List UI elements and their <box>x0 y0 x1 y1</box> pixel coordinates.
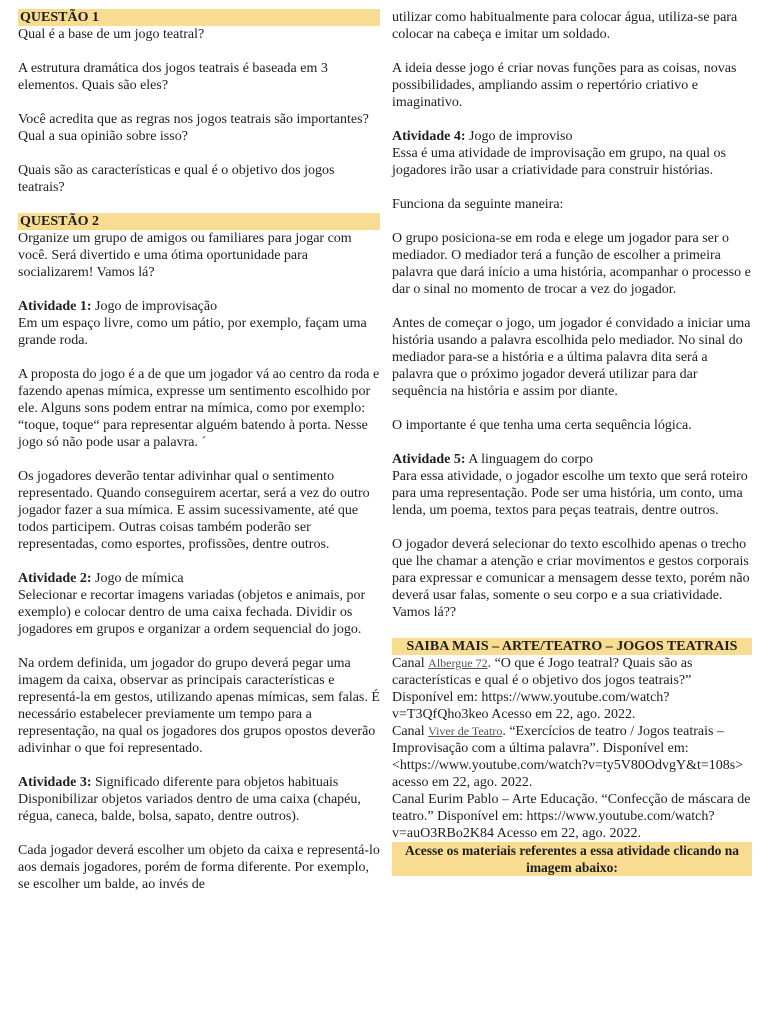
activity-3-p2-continued: utilizar como habitualmente para colocar água, utiliza-se para colocar na cabeça e imitar um soldado. <box>392 10 738 42</box>
activity-2-title <box>18 570 380 587</box>
activity-5-name: A linguagem do corpo <box>465 452 594 467</box>
reference-3: Canal Eurim Pablo – Arte Educação. “Confecção de máscara de teatro.” Disponível em: https://www.youtube.com/watch?v=auO3RBo2K84 Acesso em 22, ago. 2022. <box>392 792 751 841</box>
activity-3-p1: Disponibilizar objetos variados dentro de uma caixa (chapéu, régua, caneca, balde, bolsa, sapato, dentre outros). <box>18 792 361 824</box>
right-column <box>392 9 752 876</box>
activity-4-title <box>392 128 752 145</box>
activity-5-p1: Para essa atividade, o jogador escolhe um texto que será roteiro para uma representação. Pode ser uma história, um conto, uma lenda, um poema, textos para peças teatrais, dentre outros. <box>392 469 748 518</box>
activity-2-p2: Na ordem definida, um jogador do grupo deverá pegar uma imagem da caixa, observar as principais características e representá-la em gestos, utilizando apenas mímicas, sem falas. É necessário estabelecer previamente um tempo para a representação, na qual os jogadores dos grupos opostos deverão adivinhar o que foi representado. <box>18 656 380 756</box>
q1-question-2: A estrutura dramática dos jogos teatrais é baseada em 3 elementos. Quais são eles? <box>18 61 328 93</box>
activity-3-title <box>18 774 380 791</box>
albergue-72-link[interactable]: Albergue 72 <box>428 656 488 670</box>
activity-4-p4: Antes de começar o jogo, um jogador é convidado a iniciar uma história usando a palavra escolhida pelo mediador. No sinal do mediador para-se a história e a última palavra dita será a palavra que o próximo jogador deverá utilizar para dar sequência na história e assim por diante. <box>392 316 751 399</box>
reference-1 <box>392 655 752 723</box>
activity-1-p3: Os jogadores deverão tentar adivinhar qual o sentimento representado. Quando conseguirem acertar, será a vez do outro jogador fazer a sua mímica. E assim sucessivamente, até que todos participem. Outras coisas também poderão ser representadas, como esportes, profissões, dentre outros. <box>18 469 370 552</box>
activity-4-p5: O importante é que tenha uma certa sequência lógica. <box>392 418 692 433</box>
activity-1-name: Jogo de improvisação <box>91 299 218 314</box>
activity-2-label: Atividade 2: <box>18 571 92 586</box>
q1-question-4: Quais são as características e qual é o objetivo dos jogos teatrais? <box>18 163 335 195</box>
activity-3-p3: A ideia desse jogo é criar novas funções para as coisas, novas possibilidades, ampliando assim o repertório criativo e imaginativo. <box>392 61 737 110</box>
activity-1-label: Atividade 1: <box>18 299 92 314</box>
viver-de-teatro-link[interactable]: Viver de Teatro <box>428 724 503 738</box>
reference-1-prefix: Canal <box>392 656 429 671</box>
activity-1-title <box>18 298 380 315</box>
question-2-header: QUESTÃO 2 <box>18 213 380 230</box>
activity-1-p1: Em um espaço livre, como um pátio, por exemplo, façam uma grande roda. <box>18 316 367 348</box>
activity-1-p2: A proposta do jogo é a de que um jogador vá ao centro da roda e fazendo apenas mímica, expresse um sentimento escolhido por ele. Alguns sons podem entrar na mímica, como por exemplo: “toque, toque“ para representar alguém batendo à porta. Nesse jogo só não pode usar a palavra. ´ <box>18 367 380 450</box>
activity-5-title <box>392 451 752 468</box>
access-materials-banner: Acesse os materiais referentes a essa atividade clicando na imagem abaixo: <box>392 842 752 876</box>
saiba-mais-header: SAIBA MAIS – ARTE/TEATRO – JOGOS TEATRAIS <box>392 638 752 655</box>
activity-5-p2: O jogador deverá selecionar do texto escolhido apenas o trecho que lhe chamar a atenção e criar movimentos e gestos corporais para expressar e comunicar a mensagem desse texto, porém não deverá usar falas, somente o seu corpo e a sua criatividade. Vamos lá?? <box>392 537 750 620</box>
q1-question-3: Você acredita que as regras nos jogos teatrais são importantes? Qual a sua opinião sobre isso? <box>18 112 369 144</box>
reference-2 <box>392 723 752 791</box>
q1-question-1: Qual é a base de um jogo teatral? <box>18 27 205 42</box>
activity-4-p3: O grupo posiciona-se em roda e elege um jogador para ser o mediador. O mediador terá a função de escolher a primeira palavra que dará início a uma história, acompanhar o processo e dar o sinal no momento de trocar a vez do jogador. <box>392 231 751 297</box>
q2-intro: Organize um grupo de amigos ou familiares para jogar com você. Será divertido e uma ótima oportunidade para socializarem! Vamos lá? <box>18 231 352 280</box>
reference-2-prefix: Canal <box>392 724 429 739</box>
activity-5-label: Atividade 5: <box>392 452 466 467</box>
activity-3-name: Significado diferente para objetos habituais <box>91 775 339 790</box>
activity-3-p2: Cada jogador deverá escolher um objeto da caixa e representá-lo aos demais jogadores, porém de forma diferente. Por exemplo, se escolher um balde, ao invés de <box>18 843 380 892</box>
activity-2-name: Jogo de mímica <box>91 571 184 586</box>
activity-4-p2: Funciona da seguinte maneira: <box>392 197 564 212</box>
reference-1-text: . “O que é Jogo teatral? Quais são as características e qual é o objetivo dos jogos teatrais?” Disponível em: https://www.youtube.com/watch?v=T3QfQho3keo Acesso em 22, ago. 2022. <box>392 656 693 722</box>
question-1-header: QUESTÃO 1 <box>18 9 380 26</box>
activity-4-p1: Essa é uma atividade de improvisação em grupo, na qual os jogadores irão usar a criatividade para construir histórias. <box>392 146 726 178</box>
activity-4-label: Atividade 4: <box>392 129 466 144</box>
left-column <box>18 9 380 893</box>
reference-2-text: . “Exercícios de teatro / Jogos teatrais – Improvisação com a última palavra”. Disponível em: <https://www.youtube.com/watch?v=ty5V80OdvgY&t=108s> acesso em 22, ago. 2022. <box>392 724 744 790</box>
activity-3-label: Atividade 3: <box>18 775 92 790</box>
activity-2-p1: Selecionar e recortar imagens variadas (objetos e animais, por exemplo) e colocar dentro de uma caixa fechada. Dividir os jogadores em grupos e organizar a ordem sequencial do jogo. <box>18 588 366 637</box>
activity-4-name: Jogo de improviso <box>465 129 573 144</box>
